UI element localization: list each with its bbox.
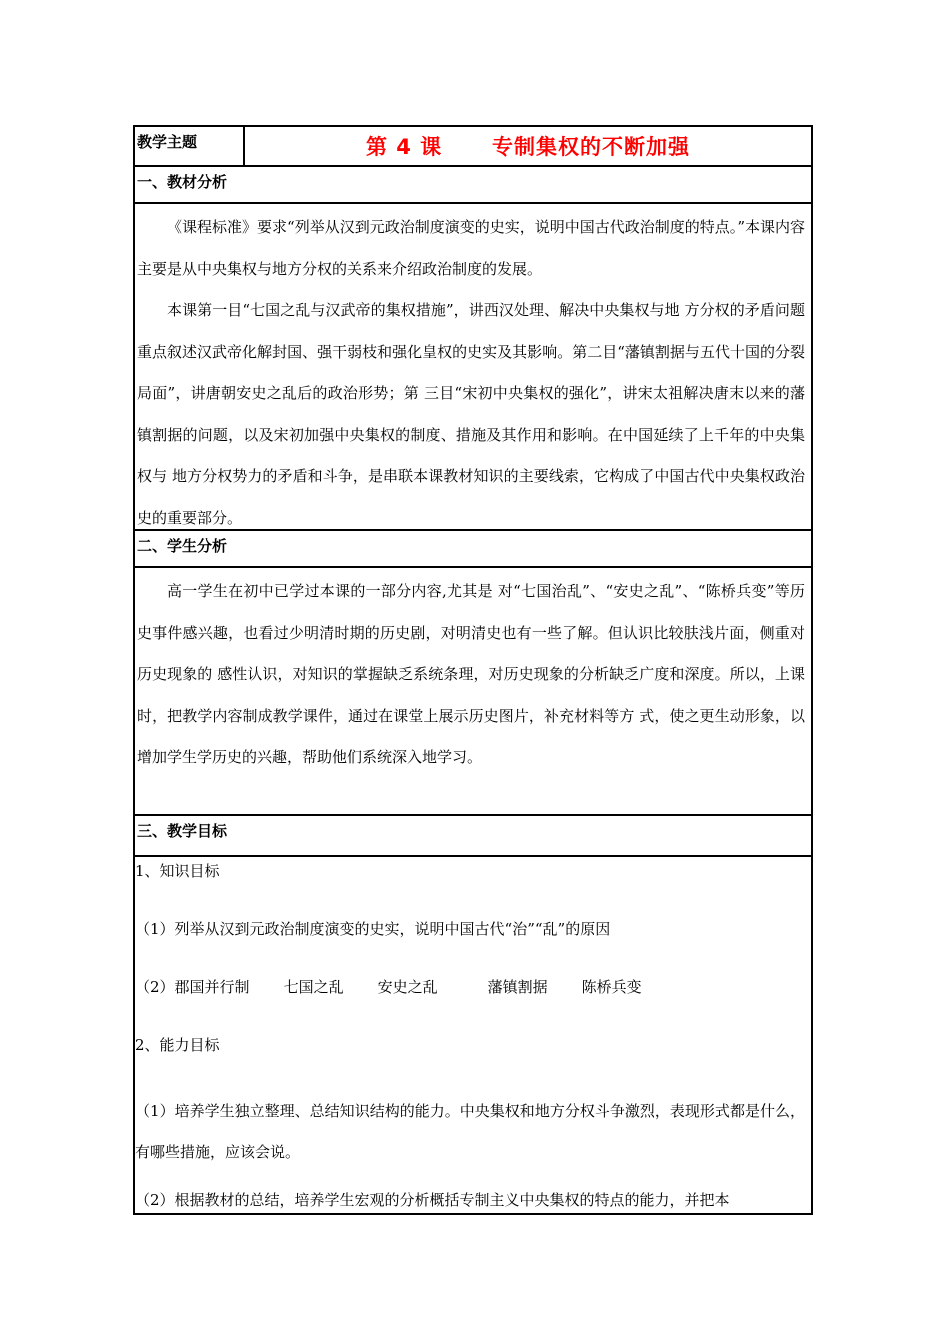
ability-goals-heading: 2、能力目标 <box>135 1036 220 1054</box>
paragraph: 《课程标准》要求“列举从汉到元政治制度演变的史实，说明中国古代政治制度的特点。”本课内容主要是从中央集权与地方分权的关系来介绍政治制度的发展。 <box>137 218 805 278</box>
paragraph: 高一学生在初中已学过本课的一部分内容,尤其是 对“七国治乱”、“安史之乱”、“陈桥兵变”等历史事件感兴趣，也看过少明清时期的历史剧，对明清史也有一些了解。但认识比较肤浅片面，侧重对历史现象的 感性认识，对知识的掌握缺乏系统条理，对历史现象的分析缺乏广度和深度。所以，上课时，把教学内容制成教学课件，通过在课堂上展示历史图片，补充材料等方 式，使之更生动形象，以增加学生学历史的兴趣，帮助他们系统深入地学习。 <box>137 582 805 766</box>
title-cell <box>245 127 811 165</box>
knowledge-goal-1: （1）列举从汉到元政治制度演变的史实，说明中国古代“治”“乱”的原因 <box>135 920 611 938</box>
section-body-textbook-analysis <box>135 204 811 531</box>
ability-goal-2: （2）根据教材的总结，培养学生宏观的分析概括专制主义中央集权的特点的能力，并把本 <box>135 1191 730 1209</box>
knowledge-goal-2 <box>135 975 809 999</box>
lesson-title: 第 4 课 专制集权的不断加强 <box>365 135 691 159</box>
knowledge-goals-heading: 1、知识目标 <box>135 862 220 880</box>
term-item: 藩镇割据 <box>487 978 548 996</box>
term-item: 安史之乱 <box>377 978 438 996</box>
paragraph: 本课第一目“七国之乱与汉武帝的集权措施”，讲西汉处理、解决中央集权与地 方分权的矛盾问题重点叙述汉武帝化解封国、强干弱枝和强化皇权的史实及其影响。第二目“藩镇割据与五代十国的分裂局面”，讲唐朝安史之乱后的政治形势；第 三目“宋初中央集权的强化”，讲宋太祖解决唐末以来的藩镇割据的问题，以及宋初加强中央集权的制度、措施及其作用和影响。在中国延续了上千年的中央集权与 地方分权势力的矛盾和斗争，是串联本课教材知识的主要线索，它构成了中国古代中央集权政治史的重要部分。 <box>137 301 805 527</box>
section-body-teaching-goals <box>135 857 811 1213</box>
topic-label: 教学主题 <box>135 127 245 165</box>
term-item: 陈桥兵变 <box>581 978 642 996</box>
term-item: 七国之乱 <box>283 978 344 996</box>
section-heading-student-analysis: 二、学生分析 <box>135 531 811 568</box>
title-row <box>135 127 811 167</box>
list-prefix: （2） <box>135 978 175 996</box>
term-item: 郡国并行制 <box>174 978 250 996</box>
ability-goal-1: （1）培养学生独立整理、总结知识结构的能力。中央集权和地方分权斗争激烈，表现形式都是什么，有哪些措施，应该会说。 <box>135 1102 805 1161</box>
section-heading-textbook-analysis: 一、教材分析 <box>135 167 811 204</box>
lesson-plan-table <box>133 125 813 1215</box>
section-heading-teaching-goals: 三、教学目标 <box>135 816 811 857</box>
section-body-student-analysis <box>135 568 811 816</box>
